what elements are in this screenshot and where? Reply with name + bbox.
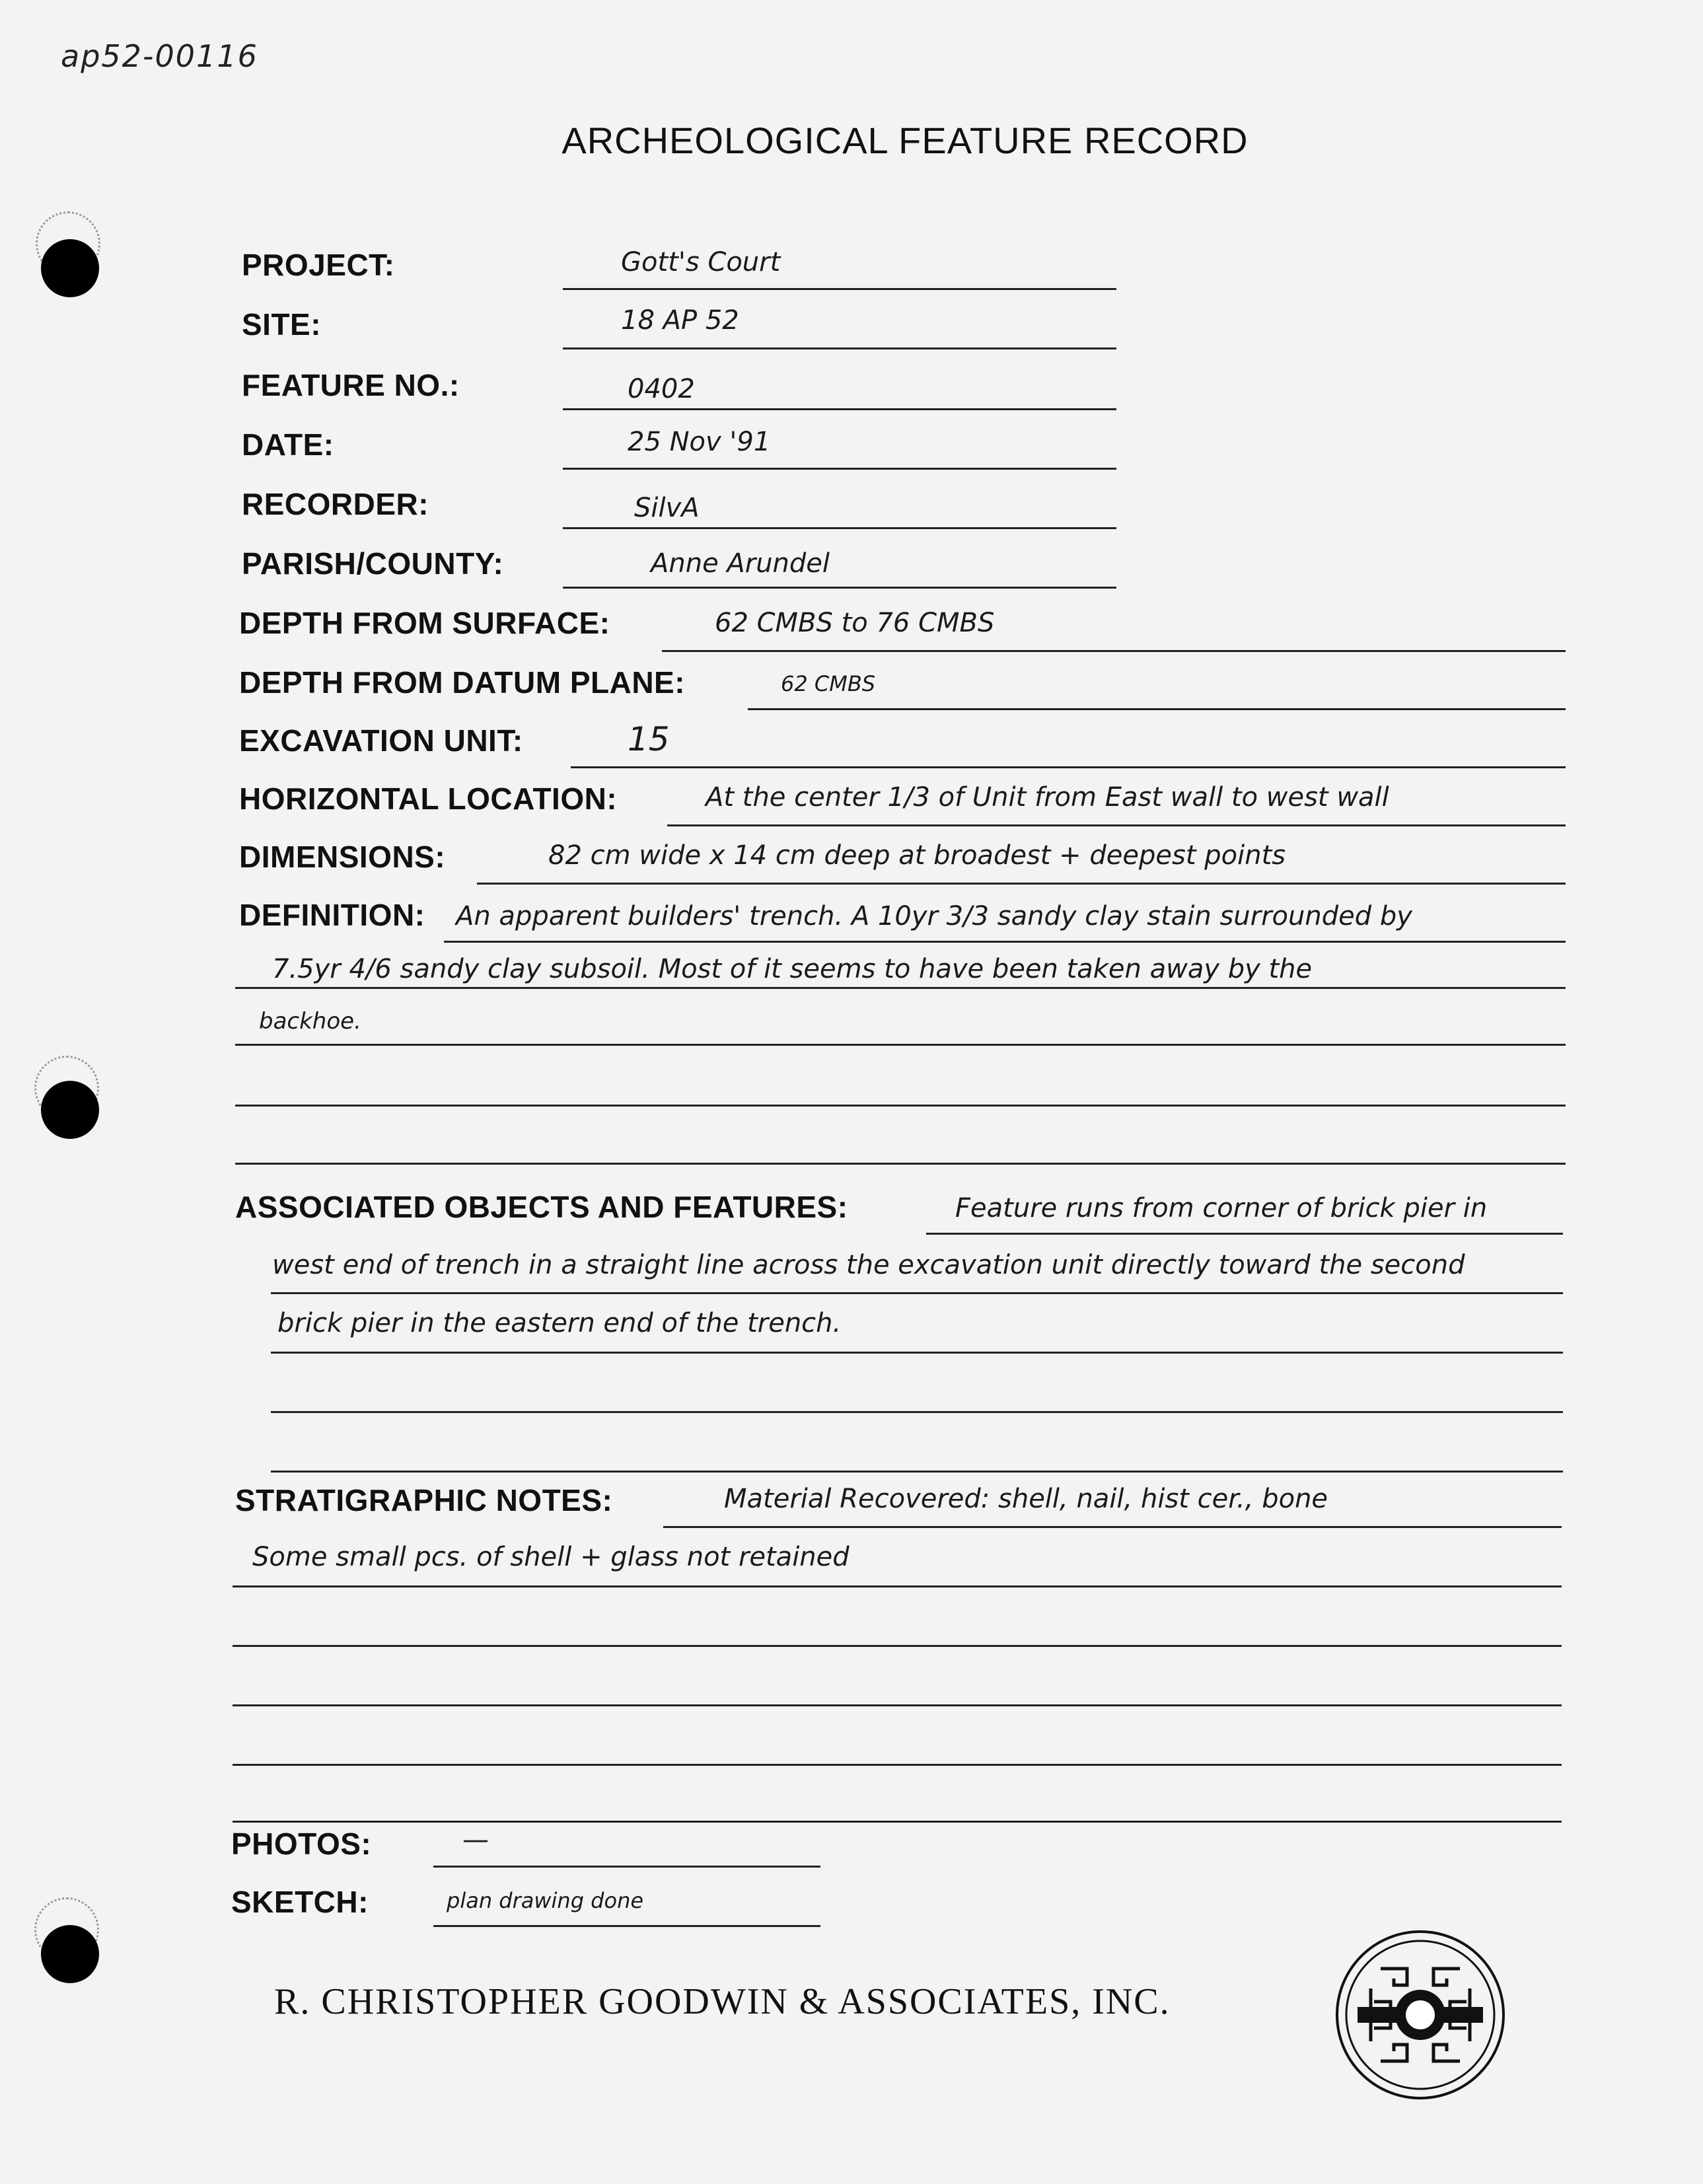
definition-label: DEFINITION: xyxy=(239,898,425,932)
date-label: DATE: xyxy=(242,427,334,462)
associated-label: ASSOCIATED OBJECTS AND FEATURES: xyxy=(235,1190,848,1224)
punch-hole xyxy=(41,1925,99,1983)
associated-text-line-2: west end of trench in a straight line across the excavation unit directly toward the second xyxy=(272,1250,1465,1280)
excavation-unit-value: 15 xyxy=(628,720,670,758)
sketch-line xyxy=(433,1925,820,1927)
associated-line-2 xyxy=(271,1292,1563,1294)
document-id: ap52-00116 xyxy=(61,38,258,74)
photos-line xyxy=(433,1866,820,1868)
associated-line-1 xyxy=(926,1233,1563,1235)
depth-surface-label: DEPTH FROM SURFACE: xyxy=(239,606,610,640)
project-label: PROJECT: xyxy=(242,248,395,282)
sketch-label: SKETCH: xyxy=(231,1885,369,1919)
sketch-value: plan drawing done xyxy=(447,1888,644,1913)
recorder-line xyxy=(563,527,1116,529)
site-label: SITE: xyxy=(242,307,322,342)
definition-text-line-3: backhoe. xyxy=(259,1008,361,1035)
feature-no-value: 0402 xyxy=(628,374,695,404)
date-line xyxy=(563,468,1116,470)
definition-text-line-2: 7.5yr 4/6 sandy clay subsoil. Most of it seems to have been taken away by the xyxy=(272,954,1313,984)
horizontal-location-line xyxy=(667,824,1566,826)
associated-line-4 xyxy=(271,1411,1563,1413)
recorder-label: RECORDER: xyxy=(242,487,429,521)
stratigraphic-text-line-2: Some small pcs. of shell + glass not retained xyxy=(252,1542,850,1572)
project-line xyxy=(563,288,1116,290)
definition-line-4 xyxy=(235,1105,1566,1107)
definition-line-2 xyxy=(235,987,1566,989)
parish-county-line xyxy=(563,587,1116,589)
site-line xyxy=(563,347,1116,349)
associated-line-5 xyxy=(271,1471,1563,1473)
associated-text-line-1: Feature runs from corner of brick pier in xyxy=(955,1193,1488,1223)
dimensions-label: DIMENSIONS: xyxy=(239,840,446,874)
excavation-unit-label: EXCAVATION UNIT: xyxy=(239,723,523,758)
stratigraphic-label: STRATIGRAPHIC NOTES: xyxy=(235,1483,613,1517)
definition-line-3 xyxy=(235,1044,1566,1046)
depth-datum-line xyxy=(748,708,1566,710)
project-value: Gott's Court xyxy=(621,247,781,277)
form-title: ARCHEOLOGICAL FEATURE RECORD xyxy=(562,120,1249,161)
definition-line-5 xyxy=(235,1163,1566,1165)
punch-hole xyxy=(41,239,99,297)
site-value: 18 AP 52 xyxy=(621,305,739,336)
stratigraphic-line-1 xyxy=(663,1526,1562,1528)
stratigraphic-line-4 xyxy=(233,1704,1562,1706)
definition-line-1 xyxy=(444,941,1566,943)
dimensions-line xyxy=(477,883,1566,885)
photos-value: — xyxy=(462,1825,489,1855)
horizontal-location-value: At the center 1/3 of Unit from East wall to west wall xyxy=(706,782,1389,813)
definition-text-line-1: An apparent builders' trench. A 10yr 3/3 sandy clay stain surrounded by xyxy=(456,901,1412,931)
company-logo-icon xyxy=(1334,1929,1506,2101)
parish-county-value: Anne Arundel xyxy=(651,548,830,579)
feature-no-label: FEATURE NO.: xyxy=(242,368,460,402)
date-value: 25 Nov '91 xyxy=(628,427,771,457)
company-name: R. CHRISTOPHER GOODWIN & ASSOCIATES, INC. xyxy=(274,1981,1171,2022)
associated-line-3 xyxy=(271,1352,1563,1354)
excavation-unit-line xyxy=(571,766,1566,768)
parish-county-label: PARISH/COUNTY: xyxy=(242,546,504,581)
feature-no-line xyxy=(563,408,1116,410)
depth-surface-line xyxy=(662,650,1566,652)
recorder-value: SilvA xyxy=(634,493,700,523)
depth-surface-value: 62 CMBS to 76 CMBS xyxy=(715,608,995,638)
horizontal-location-label: HORIZONTAL LOCATION: xyxy=(239,782,618,816)
stratigraphic-line-3 xyxy=(233,1645,1562,1647)
depth-datum-label: DEPTH FROM DATUM PLANE: xyxy=(239,665,686,700)
associated-text-line-3: brick pier in the eastern end of the trench. xyxy=(277,1308,842,1338)
stratigraphic-line-2 xyxy=(233,1585,1562,1587)
depth-datum-value: 62 CMBS xyxy=(781,671,876,696)
stratigraphic-line-6 xyxy=(233,1821,1562,1823)
punch-hole xyxy=(41,1081,99,1139)
photos-label: PHOTOS: xyxy=(231,1827,372,1861)
stratigraphic-line-5 xyxy=(233,1764,1562,1766)
dimensions-value: 82 cm wide x 14 cm deep at broadest + deepest points xyxy=(548,840,1286,871)
stratigraphic-text-line-1: Material Recovered: shell, nail, hist cer., bone xyxy=(724,1484,1328,1514)
